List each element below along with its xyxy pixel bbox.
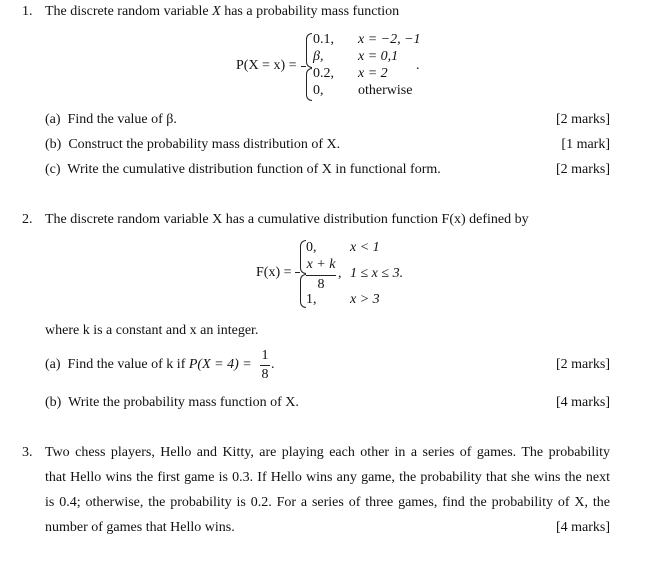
q2-where-text: where k is a constant and x an integer.: [45, 323, 259, 338]
q2-cdf-cond-2: x > 3: [350, 292, 380, 307]
q2-cdf-cond-0: x < 1: [350, 240, 380, 255]
q1-pmf-cond-2: x = 2: [358, 66, 388, 81]
q1-pmf-val-0: 0.1,: [313, 32, 334, 47]
q2-cdf-lhs: F(x) =: [256, 265, 292, 280]
q2-cdf-cond-1: 1 ≤ x ≤ 3.: [350, 266, 404, 281]
q2-cdf-frac-line: [306, 275, 336, 276]
q2-cdf-frac-den: 8: [317, 277, 325, 292]
q1-pmf-val-3: 0,: [313, 83, 324, 98]
q2-part-a-frac-num: 1: [261, 348, 269, 363]
q1-part-c: (c) Write the cumulative distribution function of X in functional form.: [45, 162, 441, 177]
q2-cdf-val-2: 1,: [306, 292, 317, 307]
q2-cdf-val-0: 0,: [306, 240, 317, 255]
q1-brace-top: [306, 33, 312, 68]
q1-part-a-marks: [2 marks]: [555, 112, 610, 127]
q1-pmf-cond-1: x = 0,1: [358, 49, 399, 64]
q3-line-2: that Hello wins the first game is 0.3. If Hello wins any game, the probability that she wins the next: [45, 470, 610, 485]
q2-number: 2.: [22, 212, 33, 227]
q2-part-a-end: .: [271, 357, 275, 372]
q3-line-4: number of games that Hello wins.: [45, 520, 235, 535]
q2-brace-tip: [295, 272, 300, 273]
q1-pmf-val-2: 0.2,: [313, 66, 334, 81]
q2-part-a-frac-line: [260, 365, 270, 366]
q1-part-c-marks: [2 marks]: [555, 162, 610, 177]
q1-stem: The discrete random variable X has a probability mass function: [45, 4, 400, 19]
q1-part-b: (b) Construct the probability mass distribution of X.: [45, 137, 341, 152]
q1-pmf-lhs: P(X = x) =: [236, 58, 297, 73]
q1-pmf-end: .: [416, 58, 420, 73]
q3-marks: [4 marks]: [555, 520, 610, 535]
q1-part-b-marks: [1 mark]: [561, 137, 610, 152]
q1-pmf-cond-0: x = −2, −1: [358, 32, 421, 47]
q2-cdf-sep: ,: [338, 266, 342, 281]
q2-stem: The discrete random variable X has a cumulative distribution function F(x) defined by: [45, 212, 529, 227]
q2-cdf-frac-num: x + k: [306, 257, 336, 272]
q2-part-b: (b) Write the probability mass function of X.: [45, 395, 299, 410]
q1-number: 1.: [22, 4, 33, 19]
q2-part-a-frac-den: 8: [261, 367, 269, 382]
q2-part-b-marks: [4 marks]: [555, 395, 610, 410]
q1-brace-tip: [301, 66, 306, 67]
q1-brace-bottom: [306, 68, 312, 101]
q2-part-a-marks: [2 marks]: [555, 357, 610, 372]
q1-pmf-val-1: β,: [313, 49, 324, 64]
q3-line-1: Two chess players, Hello and Kitty, are playing each other in a series of games. The probability: [45, 445, 610, 460]
q1-part-a: (a) Find the value of β.: [45, 112, 177, 127]
q1-pmf-cond-3: otherwise: [358, 83, 413, 98]
q3-number: 3.: [22, 445, 33, 460]
q2-part-a: (a) Find the value of k if P(X = 4) =: [45, 357, 252, 372]
q3-line-3: is 0.4; otherwise, the probability is 0.2. For a series of three games, find the probability of X, the: [45, 495, 610, 510]
